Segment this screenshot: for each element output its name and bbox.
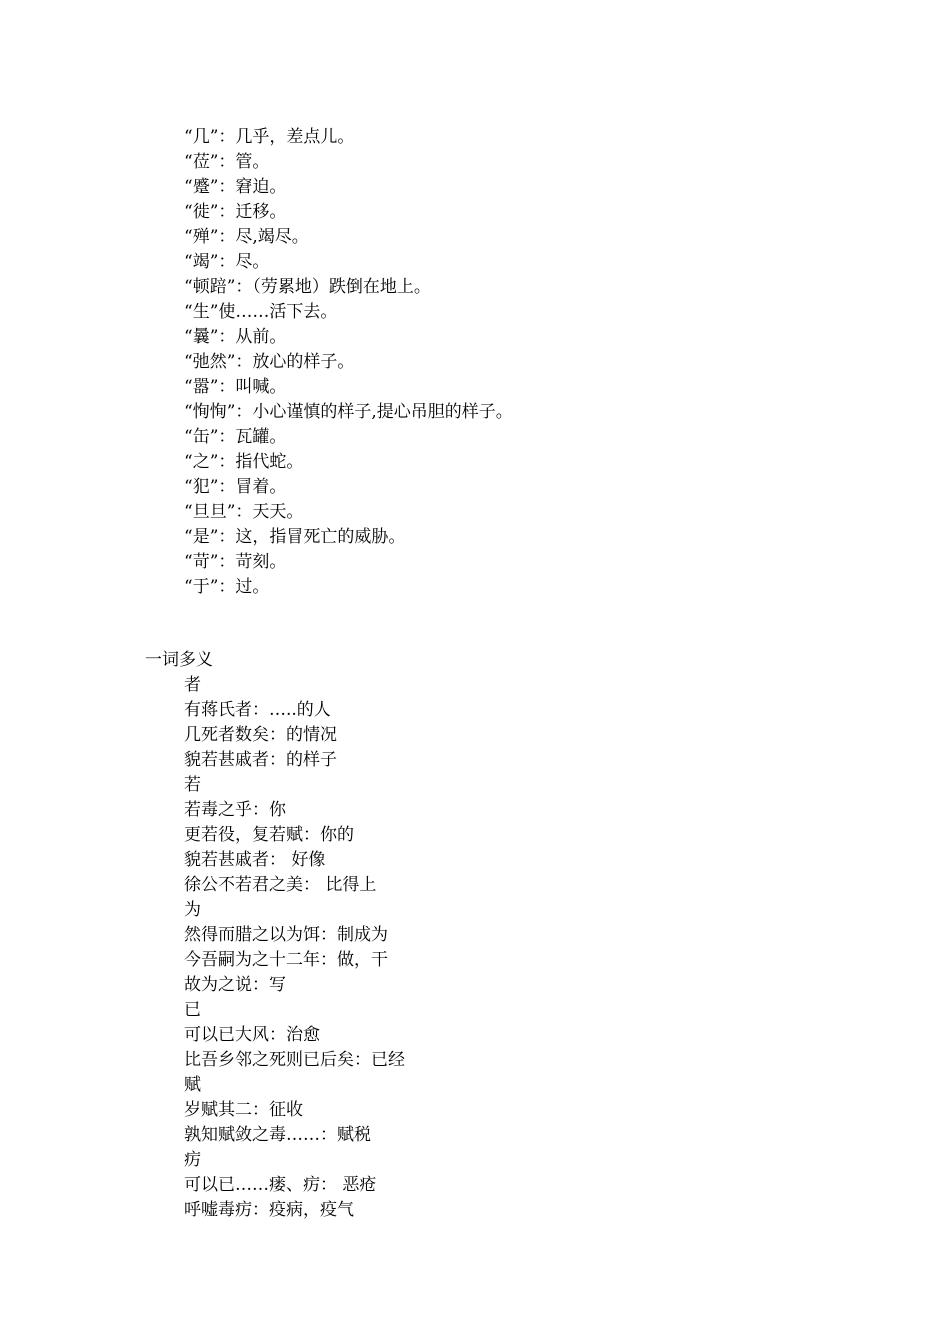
polysemy-example: 貌若甚戚者： 好像 <box>184 850 326 870</box>
polysemy-example: 然得而腊之以为饵：制成为 <box>184 925 388 945</box>
gloss-line: “旦旦”：天天。 <box>184 502 304 522</box>
gloss-line: “犯”：冒着。 <box>184 477 287 497</box>
polysemy-word: 若 <box>184 775 201 795</box>
polysemy-word: 者 <box>184 675 201 695</box>
polysemy-word: 为 <box>184 900 201 920</box>
polysemy-example: 故为之说：写 <box>184 975 286 995</box>
gloss-line: “生”使……活下去。 <box>184 302 338 322</box>
gloss-line: “顿踣”：（劳累地）跌倒在地上。 <box>184 277 431 297</box>
gloss-line: “徙”：迁移。 <box>184 202 287 222</box>
polysemy-example: 貌若甚戚者：的样子 <box>184 750 337 770</box>
gloss-line: “苛”：苛刻。 <box>184 552 287 572</box>
polysemy-example: 可以已大风：治愈 <box>184 1025 320 1045</box>
polysemy-example: 呼嘘毒疠：疫病，疫气 <box>184 1200 354 1220</box>
gloss-line: “缶”：瓦罐。 <box>184 427 287 447</box>
gloss-line: “蹙”：窘迫。 <box>184 177 287 197</box>
word-gloss-list <box>184 125 513 600</box>
polysemy-example: 有蒋氏者：…..的人 <box>184 700 331 720</box>
polysemy-example: 比吾乡邻之死则已后矣：已经 <box>184 1050 405 1070</box>
polysemy-word: 赋 <box>184 1075 201 1095</box>
polysemy-example: 更若役，复若赋：你的 <box>184 825 354 845</box>
polysemy-word: 疠 <box>184 1150 201 1170</box>
gloss-line: “于”：过。 <box>184 577 270 597</box>
polysemy-word: 已 <box>184 1000 201 1020</box>
gloss-line: “竭”：尽。 <box>184 252 270 272</box>
polysemy-list <box>184 673 405 1223</box>
section-heading-polysemy: 一词多义 <box>145 650 213 670</box>
polysemy-example: 徐公不若君之美： 比得上 <box>184 875 377 895</box>
gloss-line: “嚣”：叫喊。 <box>184 377 287 397</box>
polysemy-example: 孰知赋敛之毒……：赋税 <box>184 1125 371 1145</box>
polysemy-example: 可以已……瘘、疠： 恶疮 <box>184 1175 377 1195</box>
gloss-line: “是”：这，指冒死亡的威胁。 <box>184 527 406 547</box>
gloss-line: “之”：指代蛇。 <box>184 452 304 472</box>
polysemy-example: 几死者数矣：的情况 <box>184 725 337 745</box>
gloss-line: “莅”：管。 <box>184 152 270 172</box>
gloss-line: “恂恂”：小心谨慎的样子,提心吊胆的样子。 <box>184 402 513 422</box>
gloss-line: “弛然”：放心的样子。 <box>184 352 355 372</box>
polysemy-example: 岁赋其二：征收 <box>184 1100 303 1120</box>
gloss-line: “殚”：尽,竭尽。 <box>184 227 309 247</box>
polysemy-example: 若毒之乎：你 <box>184 800 286 820</box>
gloss-line: “曩”：从前。 <box>184 327 287 347</box>
polysemy-example: 今吾嗣为之十二年：做，干 <box>184 950 388 970</box>
gloss-line: “几”：几乎，差点儿。 <box>184 127 355 147</box>
